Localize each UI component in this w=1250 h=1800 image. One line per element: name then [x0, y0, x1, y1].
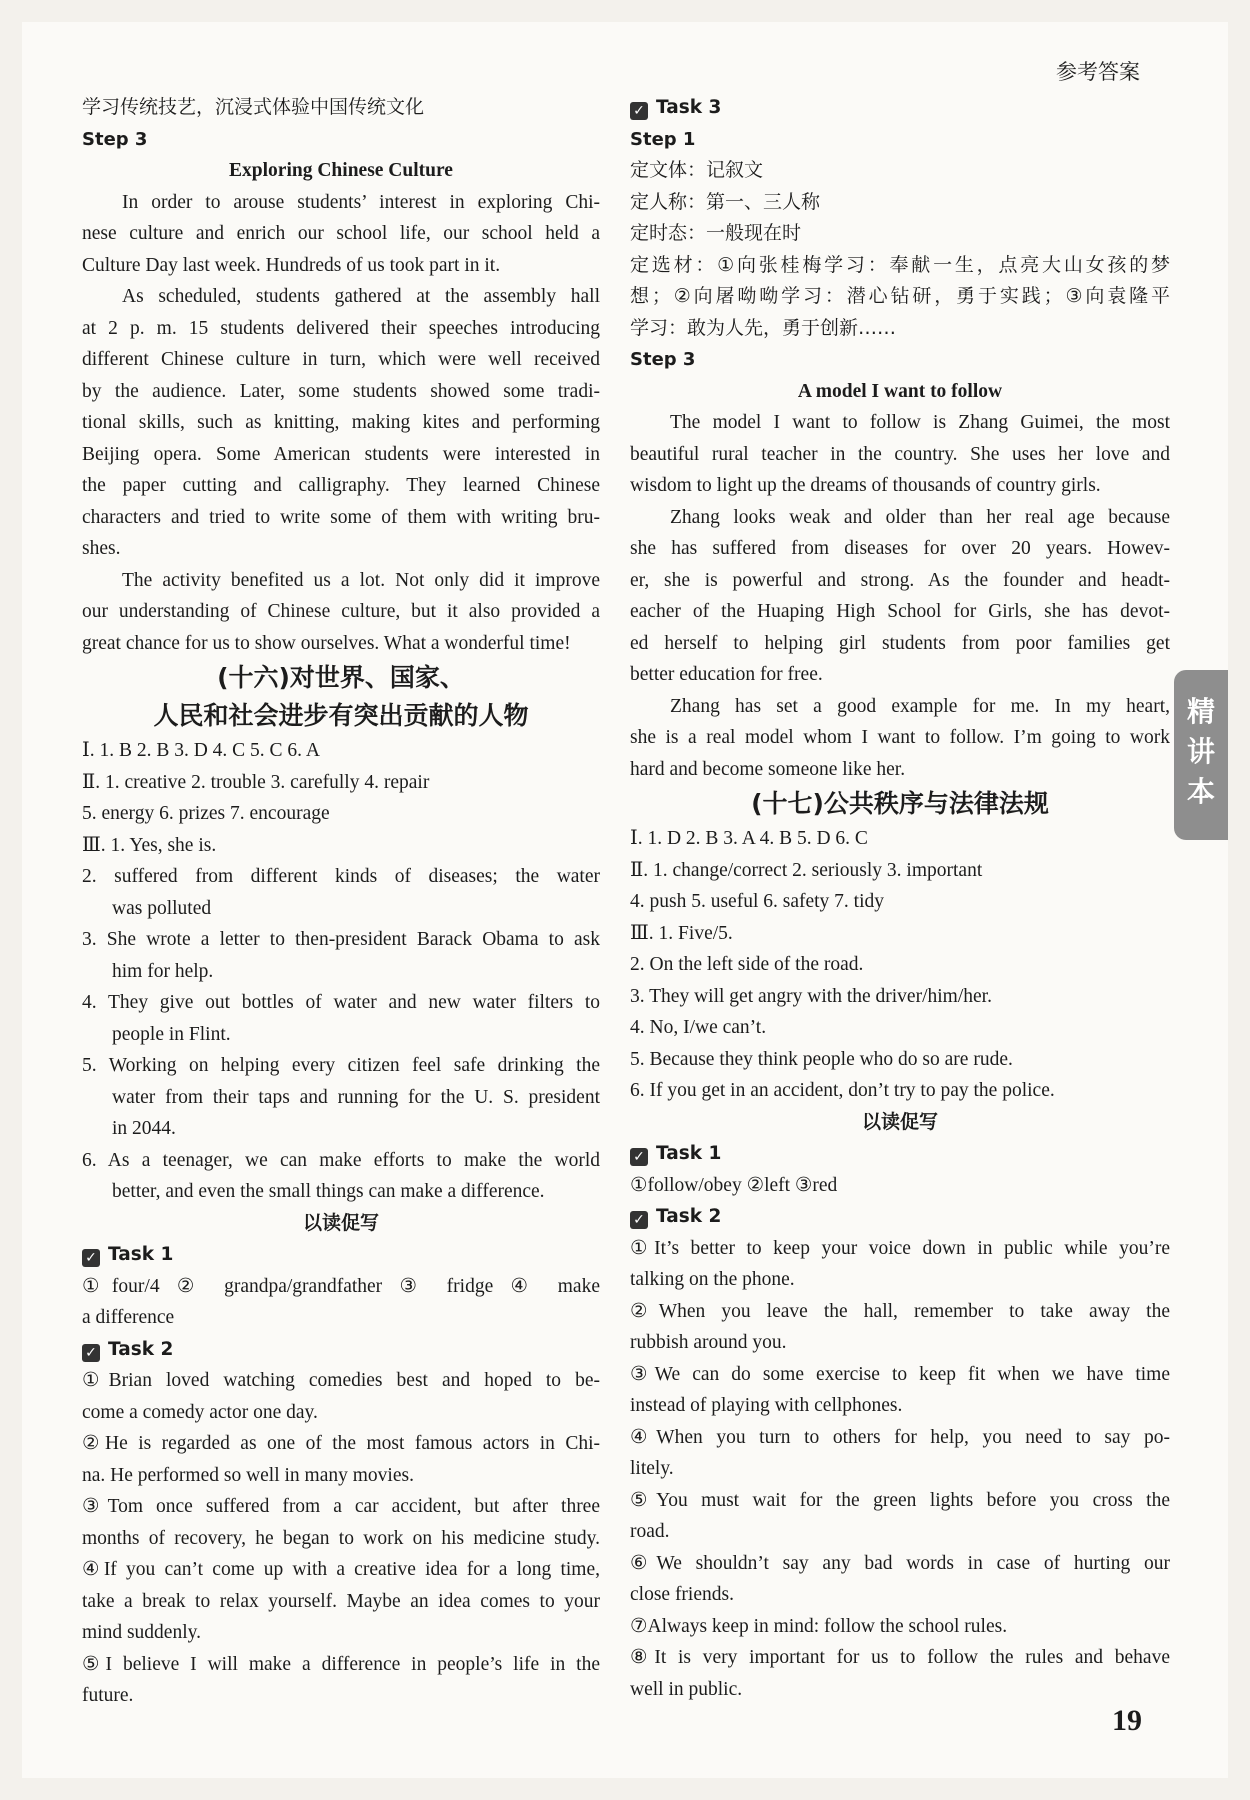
essay-paragraph-1	[82, 187, 600, 282]
text-line: future.	[82, 1685, 134, 1706]
text-line: ed herself to helping girl students from poor families get	[630, 632, 1170, 654]
answer-line: him for help.	[112, 960, 214, 982]
answer-page	[22, 22, 1228, 1778]
answer-line: 3. She wrote a letter to then-president Barack Obama to ask	[82, 929, 600, 950]
text-line: characters and tried to write some of them with writing bru-	[82, 506, 600, 528]
task-label: ✓ Task 1	[630, 1138, 1170, 1170]
answer-line: 6. If you get in an accident, don’t try to pay the police.	[630, 1080, 1055, 1101]
text-line: better education for free.	[630, 664, 823, 685]
answer-line: was polluted	[112, 897, 212, 919]
text-line: talking on the phone.	[630, 1269, 795, 1290]
text-line: As scheduled, students gathered at the assembly hall	[122, 286, 600, 307]
text-line: ④When you turn to others for help, you need to say po-	[630, 1426, 1170, 1448]
text-line: she is a real model whom I want to follow. I’m going to work	[630, 727, 1170, 748]
step-label: Step 3	[82, 128, 148, 150]
text-line: ①four/4 ② grandpa/grandfather ③ fridge ④ make	[82, 1275, 600, 1297]
text-line: she has suffered from diseases for over 20 years. Howev-	[630, 538, 1170, 559]
read-write-heading: 以读促写	[861, 1110, 938, 1133]
person-line: 定人称：第一、三人称	[630, 190, 821, 213]
essay-paragraph-1	[630, 407, 1170, 502]
text-line: ⑦Always keep in mind: follow the school rules.	[630, 1615, 1008, 1637]
answer-item	[82, 861, 600, 924]
answer-item	[82, 1050, 600, 1145]
text-line: ④If you can’t come up with a creative idea for a long time,	[82, 1559, 600, 1580]
answer-line: people in Flint.	[112, 1023, 231, 1045]
answer-line: 3. They will get angry with the driver/him/her.	[630, 985, 992, 1007]
text-line: ①Brian loved watching comedies best and hoped to be-	[82, 1370, 600, 1391]
checkmark-icon: ✓	[630, 102, 648, 120]
essay-title: A model I want to follow	[797, 380, 1003, 402]
text-line: ①It’s better to keep your voice down in public while you’re	[630, 1237, 1170, 1259]
essay-paragraph-3	[630, 691, 1170, 786]
side-tab	[1174, 670, 1228, 840]
text-line: ③Tom once suffered from a car accident, but after three	[82, 1496, 600, 1517]
task-label: ✓ Task 3	[630, 92, 1170, 124]
text-line: well in public.	[630, 1678, 743, 1700]
text-line: take a break to relax yourself. Maybe an idea comes to your	[82, 1590, 600, 1612]
text-line: Beijing opera. Some American students were interested in	[82, 443, 600, 465]
text-line: hard and become someone like her.	[630, 758, 906, 780]
text-line: nese culture and enrich our school life, our school held a	[82, 223, 600, 244]
essay-paragraph-2	[630, 502, 1170, 691]
text-line: rubbish around you.	[630, 1332, 787, 1353]
step-label: Step 3	[630, 349, 696, 370]
text-line: Zhang looks weak and older than her real age because	[670, 506, 1170, 528]
text-line: ①follow/obey ②left ③red	[630, 1174, 838, 1196]
checkmark-icon: ✓	[82, 1344, 100, 1362]
intro-line: 学习传统技艺，沉浸式体验中国传统文化	[82, 96, 425, 118]
page-header-label: 参考答案	[1056, 60, 1140, 84]
answer-line: in 2044.	[112, 1118, 176, 1139]
page-number: 19	[1112, 1704, 1142, 1737]
task-label: ✓ Task 1	[82, 1239, 600, 1271]
answer-line: better, and even the small things can make a difference.	[112, 1181, 545, 1202]
text-line: shes.	[82, 538, 121, 559]
step-label: Step 1	[630, 128, 696, 150]
text-line: ⑥We shouldn’t say any bad words in case of hurting our	[630, 1552, 1170, 1574]
answer-item	[82, 1145, 600, 1208]
text-line: a difference	[82, 1307, 175, 1328]
text-line: ⑤I believe I will make a difference in people’s life in the	[82, 1653, 600, 1675]
text-line: our understanding of Chinese culture, but it also provided a	[82, 601, 600, 622]
text-line: er, she is powerful and strong. As the founder and headt-	[630, 569, 1170, 591]
text-line: Zhang has set a good example for me. In my heart,	[670, 695, 1170, 717]
answer-item	[82, 924, 600, 987]
answer-line: Ⅲ. 1. Five/5.	[630, 922, 733, 944]
text-line: ⑤You must wait for the green lights before you cross the	[630, 1489, 1170, 1511]
answer-line: 4. They give out bottles of water and new water filters to	[82, 992, 600, 1013]
essay-title: Exploring Chinese Culture	[229, 160, 453, 181]
answer-line: Ⅲ. 1. Yes, she is.	[82, 834, 217, 856]
side-tab-char: 精	[1186, 695, 1215, 728]
text-line: the paper cutting and calligraphy. They learned Chinese	[82, 475, 600, 496]
task-label: ✓ Task 2	[630, 1201, 1170, 1233]
text-line: ②When you leave the hall, remember to take away the	[630, 1300, 1170, 1322]
answer-line: 4. push 5. useful 6. safety 7. tidy	[630, 891, 885, 912]
checkmark-icon: ✓	[630, 1211, 648, 1229]
text-line: litely.	[630, 1458, 674, 1479]
material-line: 想；②向屠呦呦学习：潜心钻研，勇于实践；③向袁隆平	[630, 285, 1170, 307]
answer-line: water from their taps and running for the U. S. president	[112, 1086, 600, 1108]
answer-line: 2. suffered from different kinds of diseases; the water	[82, 866, 600, 887]
task-label: ✓ Task 2	[82, 1334, 600, 1366]
answer-line: 2. On the left side of the road.	[630, 954, 864, 975]
essay-paragraph-3	[82, 565, 600, 660]
text-line: ③We can do some exercise to keep fit when we have time	[630, 1363, 1170, 1385]
answer-line: 5. Working on helping every citizen feel safe drinking the	[82, 1055, 600, 1076]
material-line: 定选材：①向张桂梅学习：奉献一生，点亮大山女孩的梦	[630, 253, 1170, 276]
text-line: at 2 p. m. 15 students delivered their speeches introducing	[82, 317, 600, 339]
text-line: tional skills, such as knitting, making kites and performing	[82, 412, 600, 433]
section-heading: 人民和社会进步有突出贡献的人物	[153, 701, 529, 730]
text-line: Culture Day last week. Hundreds of us took part in it.	[82, 254, 501, 276]
side-tab-char: 讲	[1186, 735, 1215, 768]
answer-line: Ⅱ. 1. creative 2. trouble 3. carefully 4. repair	[82, 771, 430, 793]
genre-line: 定文体：记叙文	[630, 159, 764, 181]
text-line: In order to arouse students’ interest in exploring Chi-	[122, 191, 600, 213]
text-line: great chance for us to show ourselves. What a wonderful time!	[82, 632, 571, 654]
text-line: come a comedy actor one day.	[82, 1401, 318, 1423]
text-line: close friends.	[630, 1584, 734, 1605]
answer-line: 5. Because they think people who do so are rude.	[630, 1048, 1013, 1070]
answer-line: Ⅱ. 1. change/correct 2. seriously 3. important	[630, 859, 983, 881]
text-line: by the audience. Later, some students showed some tradi-	[82, 380, 600, 402]
text-line: eacher of the Huaping High School for Girls, she has devot-	[630, 601, 1170, 622]
section-heading: (十六)对世界、国家、	[217, 663, 465, 692]
checkmark-icon: ✓	[630, 1148, 648, 1166]
answer-line: Ⅰ. 1. B 2. B 3. D 4. C 5. C 6. A	[82, 740, 320, 761]
read-write-heading: 以读促写	[302, 1211, 379, 1234]
text-line: wisdom to light up the dreams of thousands of country girls.	[630, 475, 1101, 496]
material-line: 学习：敢为人先，勇于创新……	[630, 316, 897, 339]
answer-line: 6. As a teenager, we can make efforts to make the world	[82, 1149, 600, 1171]
text-line: mind suddenly.	[82, 1622, 201, 1643]
text-line: The activity benefited us a lot. Not only did it improve	[122, 569, 600, 591]
essay-paragraph-2	[82, 281, 600, 565]
checkmark-icon: ✓	[82, 1249, 100, 1267]
tense-line: 定时态：一般现在时	[630, 222, 802, 244]
text-line: instead of playing with cellphones.	[630, 1395, 903, 1416]
answer-item	[82, 987, 600, 1050]
side-tab-char: 本	[1186, 775, 1215, 808]
text-line: The model I want to follow is Zhang Guimei, the most	[670, 412, 1170, 433]
text-line: road.	[630, 1521, 670, 1542]
answer-line: 4. No, I/we can’t.	[630, 1017, 767, 1038]
answer-line: 5. energy 6. prizes 7. encourage	[82, 803, 330, 824]
text-line: months of recovery, he began to work on his medicine study.	[82, 1527, 600, 1549]
left-column	[82, 92, 600, 1712]
text-line: na. He performed so well in many movies.	[82, 1464, 414, 1486]
text-line: ⑧It is very important for us to follow the rules and behave	[630, 1647, 1170, 1668]
section-heading: (十七)公共秩序与法律法规	[751, 789, 1049, 818]
right-column	[630, 92, 1170, 1705]
text-line: beautiful rural teacher in the country. She uses her love and	[630, 443, 1170, 465]
text-line: ②He is regarded as one of the most famous actors in Chi-	[82, 1433, 600, 1454]
text-line: different Chinese culture in turn, which were well received	[82, 349, 600, 370]
answer-line: Ⅰ. 1. D 2. B 3. A 4. B 5. D 6. C	[630, 828, 868, 849]
